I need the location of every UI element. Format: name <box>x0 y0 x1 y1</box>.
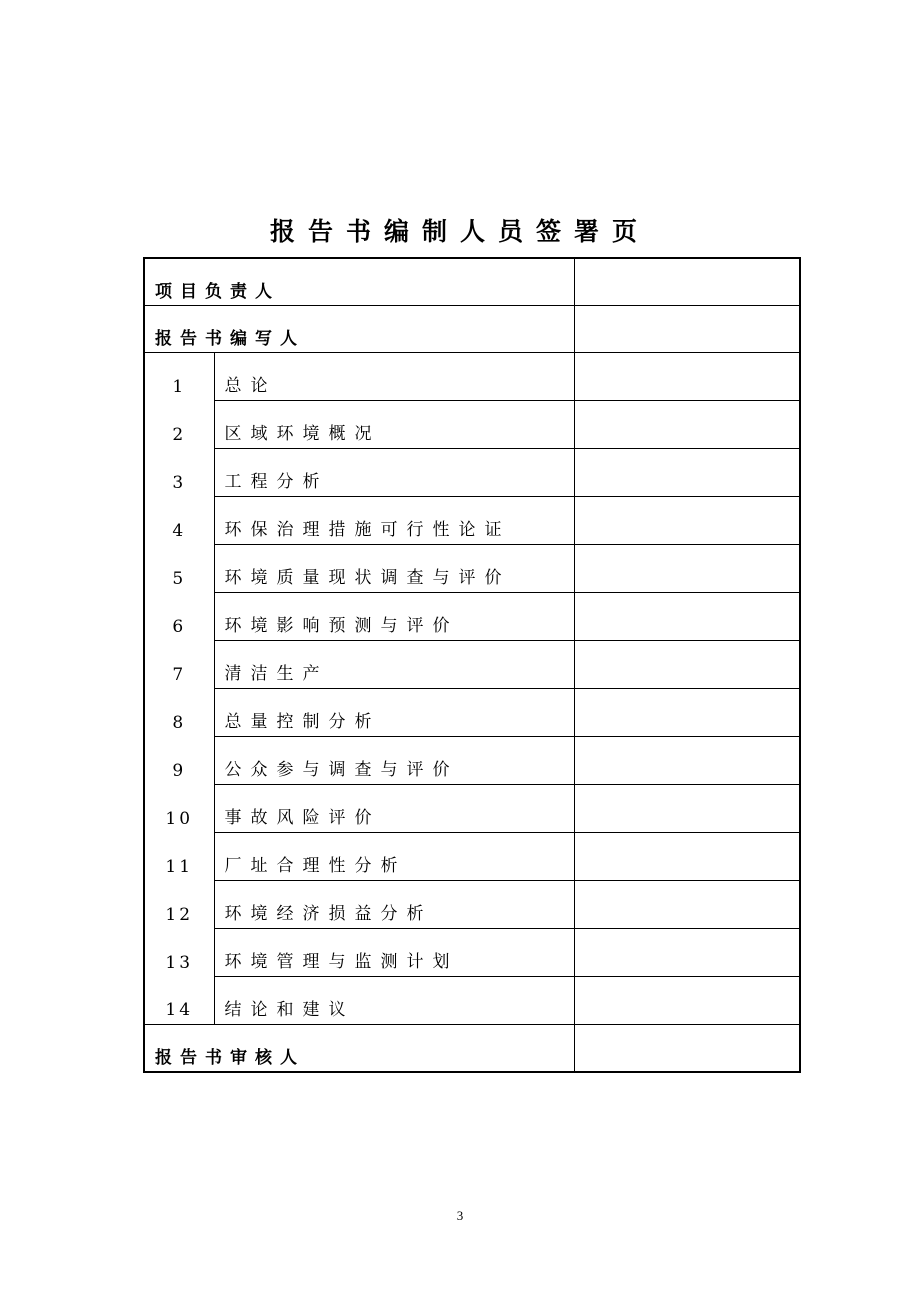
chapter-row <box>144 449 800 497</box>
chapter-signature[interactable] <box>574 545 800 593</box>
chapter-row <box>144 593 800 641</box>
chapter-name: 环境影响预测与评价 <box>214 593 574 641</box>
chapter-number: 9 <box>144 737 214 785</box>
chapter-name: 事故风险评价 <box>214 785 574 833</box>
chapter-signature[interactable] <box>574 641 800 689</box>
chapter-row <box>144 977 800 1025</box>
chapter-signature[interactable] <box>574 929 800 977</box>
chapter-number: 12 <box>144 881 214 929</box>
chapter-row <box>144 785 800 833</box>
chapter-name: 环保治理措施可行性论证 <box>214 497 574 545</box>
chapter-signature[interactable] <box>574 833 800 881</box>
chapter-signature[interactable] <box>574 593 800 641</box>
chapter-name: 公众参与调查与评价 <box>214 737 574 785</box>
page-number: 3 <box>456 1208 464 1223</box>
chapter-name: 环境经济损益分析 <box>214 881 574 929</box>
chapter-signature[interactable] <box>574 737 800 785</box>
chapter-row <box>144 737 800 785</box>
chapter-name: 厂址合理性分析 <box>214 833 574 881</box>
chapter-signature[interactable] <box>574 353 800 401</box>
chapter-row <box>144 929 800 977</box>
chapter-row <box>144 641 800 689</box>
writers-label: 报告书编写人 <box>144 306 574 353</box>
chapter-name: 环境管理与监测计划 <box>214 929 574 977</box>
signature-table <box>143 257 801 1073</box>
chapter-signature[interactable] <box>574 401 800 449</box>
chapter-signature[interactable] <box>574 977 800 1025</box>
chapter-signature[interactable] <box>574 497 800 545</box>
reviewers-label: 报告书审核人 <box>144 1025 574 1073</box>
chapter-number: 11 <box>144 833 214 881</box>
chapter-name: 工程分析 <box>214 449 574 497</box>
chapter-number: 2 <box>144 401 214 449</box>
chapter-row <box>144 353 800 401</box>
chapter-row <box>144 833 800 881</box>
chapter-name: 总量控制分析 <box>214 689 574 737</box>
page-title: 报告书编制人员签署页 <box>269 217 650 246</box>
chapter-signature[interactable] <box>574 689 800 737</box>
chapter-name: 结论和建议 <box>214 977 574 1025</box>
project-lead-label: 项目负责人 <box>144 258 574 306</box>
chapter-number: 7 <box>144 641 214 689</box>
chapter-name: 总论 <box>214 353 574 401</box>
row-reviewers <box>144 1025 800 1073</box>
chapter-name: 环境质量现状调查与评价 <box>214 545 574 593</box>
chapter-row <box>144 497 800 545</box>
chapter-signature[interactable] <box>574 785 800 833</box>
reviewers-signature[interactable] <box>574 1025 800 1073</box>
chapter-number: 10 <box>144 785 214 833</box>
row-writers <box>144 306 800 353</box>
chapter-row <box>144 881 800 929</box>
chapter-row <box>144 401 800 449</box>
writers-signature[interactable] <box>574 306 800 353</box>
chapter-name: 区域环境概况 <box>214 401 574 449</box>
chapter-number: 4 <box>144 497 214 545</box>
chapter-number: 13 <box>144 929 214 977</box>
chapter-signature[interactable] <box>574 881 800 929</box>
chapter-number: 14 <box>144 977 214 1025</box>
chapter-number: 6 <box>144 593 214 641</box>
row-project-lead <box>144 258 800 306</box>
chapter-number: 8 <box>144 689 214 737</box>
chapter-row <box>144 545 800 593</box>
chapter-row <box>144 689 800 737</box>
chapter-number: 3 <box>144 449 214 497</box>
chapter-number: 5 <box>144 545 214 593</box>
project-lead-signature[interactable] <box>574 258 800 306</box>
chapter-number: 1 <box>144 353 214 401</box>
chapter-signature[interactable] <box>574 449 800 497</box>
chapter-name: 清洁生产 <box>214 641 574 689</box>
